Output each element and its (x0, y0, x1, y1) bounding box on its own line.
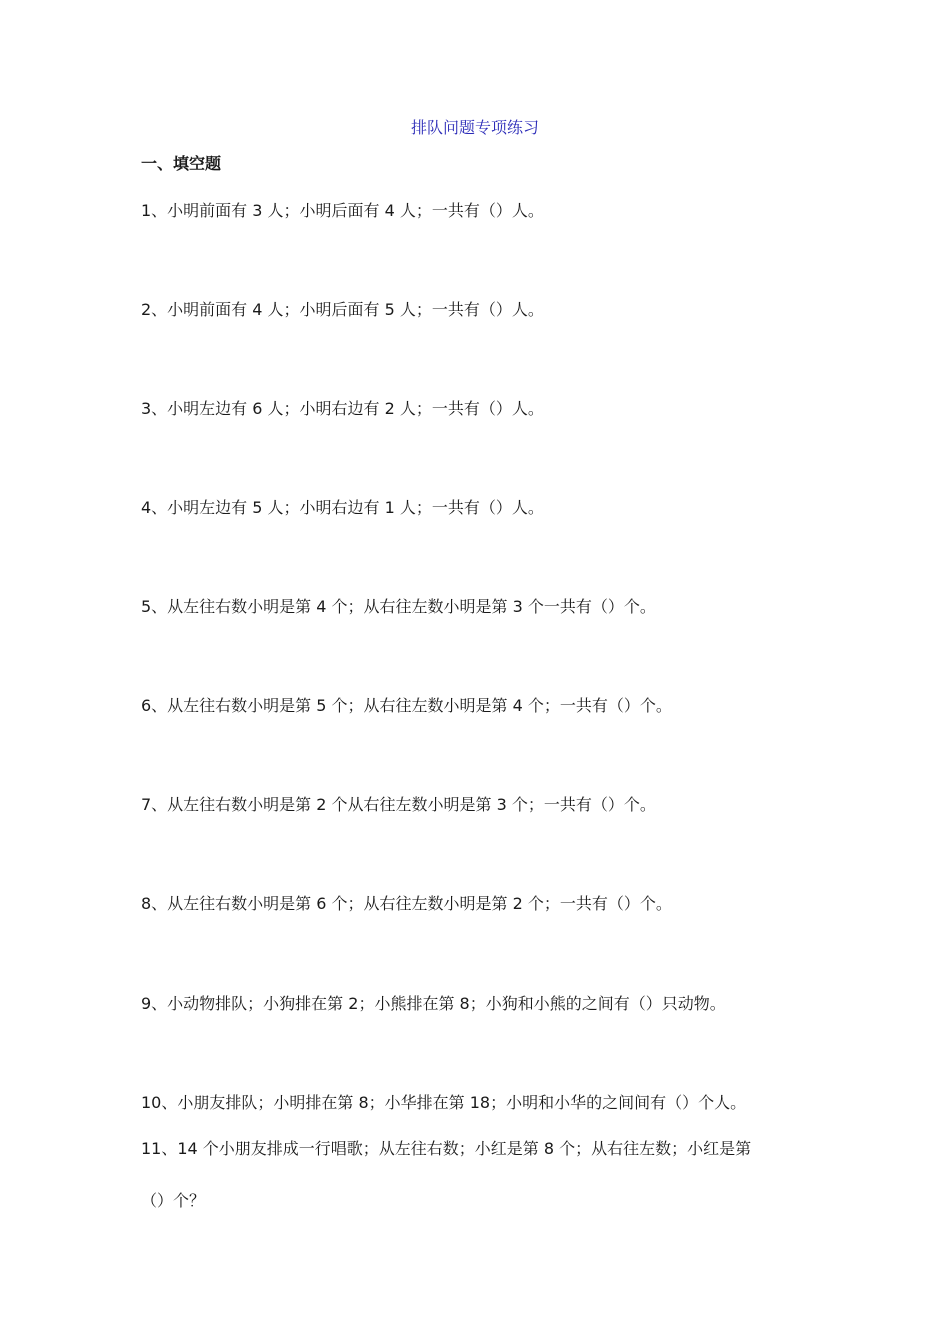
question-5: 5、从左往右数小明是第 4 个；从右往左数小明是第 3 个一共有（）个。 (141, 597, 656, 616)
question-6: 6、从左往右数小明是第 5 个；从右往左数小明是第 4 个；一共有（）个。 (141, 696, 672, 715)
question-4: 4、小明左边有 5 人；小明右边有 1 人；一共有（）人。 (141, 498, 544, 517)
question-3: 3、小明左边有 6 人；小明右边有 2 人；一共有（）人。 (141, 399, 544, 418)
question-10: 10、小朋友排队；小明排在第 8；小华排在第 18；小明和小华的之间间有（）个人。 (141, 1093, 747, 1112)
question-11: 11、14 个小朋友排成一行唱歌；从左往右数；小红是第 8 个；从右往左数；小红是第 (141, 1139, 752, 1158)
question-2: 2、小明前面有 4 人；小明后面有 5 人；一共有（）人。 (141, 300, 544, 319)
question-8: 8、从左往右数小明是第 6 个；从右往左数小明是第 2 个；一共有（）个。 (141, 894, 672, 913)
document-title: 排队问题专项练习 (410, 118, 539, 137)
question-9: 9、小动物排队；小狗排在第 2；小熊排在第 8；小狗和小熊的之间有（）只动物。 (141, 994, 726, 1013)
section-heading: 一、填空题 (141, 154, 222, 173)
question-11-continued: （）个？ (141, 1191, 206, 1210)
question-1: 1、小明前面有 3 人；小明后面有 4 人；一共有（）人。 (141, 201, 544, 220)
question-7: 7、从左往右数小明是第 2 个从右往左数小明是第 3 个；一共有（）个。 (141, 795, 656, 814)
